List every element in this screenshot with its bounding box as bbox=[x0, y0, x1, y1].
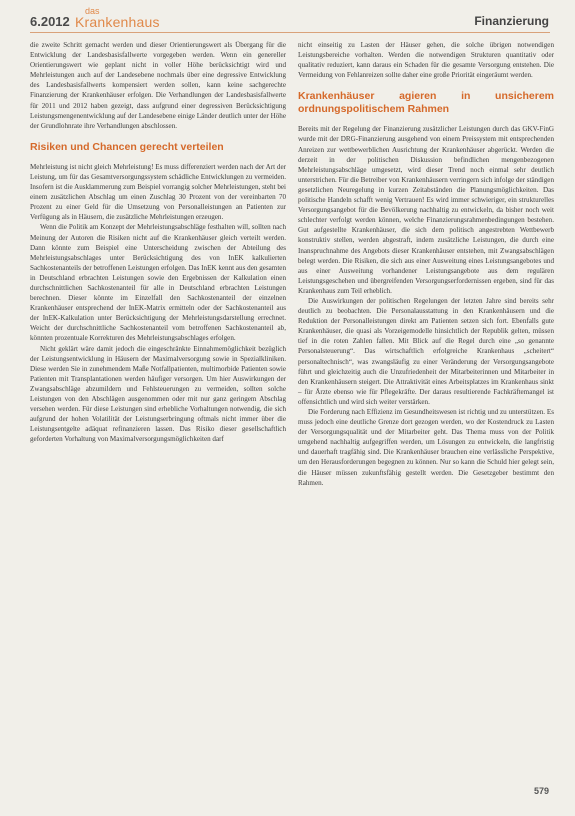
right-column bbox=[298, 40, 554, 488]
left-column bbox=[30, 40, 286, 444]
left-paragraph-4: Nicht geklärt wäre damit jedoch die eingeschränkte Einnahmemöglichkeit bezüglich der Leistungsentwicklung in Häusern der Maximalversorgung sowie in Spezialkliniken. Diese werden Sie in zunehmendem Maße Notfallpatienten, multimorbide Patienten sowie Patienten mit Transplantationen werden häufiger versorgen. Um hier Auswirkungen der Zwangsabschläge abzumildern und Fehlsteuerungen zu vermeiden, sollten solche Leistungen von den Abschlägen ausgenommen oder mit nur ganz geringem Abschlag versehen werden. Für diese Leistungen sind erhebliche Vorhaltungen notwendig, die sich aufgrund der hohen Volatilität der Leistungserbringung oftmals nicht immer über die Leistungsentgelte adäquat refinanzieren lassen. Das Risiko dieser gesellschaftlich geforderten Vorhaltung von Maximalversorgungsmöglichkeiten darf bbox=[30, 344, 286, 444]
journal-logo bbox=[75, 6, 195, 32]
left-paragraph-1: die zweite Schritt gemacht werden und dieser Orientierungswert als Übergang für die Entwicklung der Landesbasisfallwerte vorgegeben werden. Wenn ein genereller Orientierungswert wie geplant nicht in voller Höhe berücksichtigt wird und Mehrleistungen auch auf der Landesebene nochmals über eine degressive Entwicklung des Landesbasisfallwerts kompensiert werden sollen, kann keine sachgerechte Finanzierung der Krankenhäuser erfolgen. Die Verhandlungen der Landesbasisfallwerte für 2011 und 2012 haben gezeigt, dass aufgrund einer degressiven Berücksichtigung Leistungsmengenentwicklung auf der Landesebene einige Länder deutlich unter der Höhe der Grundlohnrate ihre Verhandlungen abschlossen. bbox=[30, 41, 286, 130]
right-paragraph-4: Die Forderung nach Effizienz im Gesundheitswesen ist richtig und zu unterstützen. Es muss jedoch eine deutliche Grenze dort gezogen werden, wo der Kostendruck zu Lasten der Versorgungsqualität und der Mitarbeiter geht. Das Thema muss von der Politik umgehend nachhaltig aufgegriffen werden, um Lösungen zu entwickeln, die langfristig und dauerhaft tragfähig sind. Die Krankenhäuser brauchen eine verlässliche Perspektive, um den Herausforderungen begegnen zu können. Nur so kann die Schuld hier gelegt sein, die Häuser müssen zukunftsfähig gestellt werden. Die Gesetzgeber bestimmt den Rahmen. bbox=[298, 408, 554, 487]
left-paragraph-3: Wenn die Politik am Konzept der Mehrleistungsabschläge festhalten will, sollten nach Meinung der Autoren die Risiken nicht auf die Krankenhäuser gleich verteilt werden. Dann könnte zum Beispiel eine Unterscheidung zwischen der Abteilung des Mehrleistungsabschlages unter Berücksichtigung des von InEK kalkulierten Sachkostenanteils der betroffenen Leistungen erfolgen. Das InEK kennt aus den gesamten in Deutschland erbrachten Leistungen sowie den Ergebnissen der Kalkulation einen durchschnittlichen Sachkostenanteil für alle in Deutschland erbrachten Leistungen berechnen. Dieser könnte im Einzelfall den Sachkostenanteil der einzelnen Krankenhäuser entsprechend der InEK-Matrix ermitteln oder der Sachkostenanteil aus der InEK-Kalkulation unter Berücksichtigung der Mehrleistungsdarstellung errechnet. Weicht der durchschnittliche Sachkostenanteil vom betroffenen Sachkostenanteil ab, könnten prozentuale Korrekturen des Mehrleistungsabschlages erfolgen. bbox=[30, 223, 286, 343]
right-paragraph-1: nicht einseitig zu Lasten der Häuser gehen, die solche übrigen notwendigen Leistungsbereiche vorhalten. Werden die notwendigen Strukturen quantitativ oder qualitativ reduziert, kann daraus ein Schaden für die gesamte Versorgung entstehen. Die Vermeidung von Fehlanreizen sollte daher eine große Priorität eingeräumt werden. bbox=[298, 41, 554, 80]
header-divider bbox=[30, 32, 550, 33]
page-header bbox=[0, 0, 575, 34]
right-subheading: Krankenhäuser agieren in unsicherem ordnungspolitischem Rahmen bbox=[298, 90, 554, 116]
section-title: Finanzierung bbox=[474, 14, 549, 28]
right-paragraph-2: Bereits mit der Regelung der Finanzierung zusätzlicher Leistungen durch das GKV-FinG wurde mit der DRG-Finanzierung ausgehend von einem Preissystem mit entsprechenden Anreizen zur wettbewerblichen Ausrichtung der Krankenhäuser abgerückt. Werden die derzeit in der politischen Diskussion befindlichen mengenbezogenen Mehrleistungsabschläge umgesetzt, wird dieser Trend noch einmal sehr deutlich unterstrichen. Für die Betreiber von Krankenhäusern verringern sich infolge der ständigen gesetzlichen Neuregelung in kurzen Zeitabständen die Planungsmöglichkeiten. Das politische Handeln schafft wenig Vertrauen! Es wird immer schwieriger, ein strukturelles Versorgungsangebot für die Bevölkerung nachhaltig zu entwickeln, da bisher noch weit schlechter verfolgt werden können, welche Finanzierungsrahmenbedingungen bestehen. Gut aufgestellte Krankenhäuser, die sich dem politisch angestrebten Wettbewerb konstruktiv stellen, werden abgestraft, indem zusätzliche Leistungen, die durch eine Inanspruchnahme des Angebots dieser Krankenhäuser entstehen, mit Zwangsabschlägen belegt werden. Die Risiken, die sich aus einer Ausweitung eines Leistungsangebotes und aus einer Ausweitung vorhandener Leistungsangebote aus dem regulären Leistungsgeschehen und übergreifenden Versorgungserfordernissen ergeben, sind für das Krankenhaus zum Teil erheblich. bbox=[298, 125, 554, 295]
left-paragraph-2: Mehrleistung ist nicht gleich Mehrleistung! Es muss differenziert werden nach der Art der Leistung, um für das Gesamtversorgungssystem schädliche Entwicklungen zu vermeiden. Insofern ist die Ausklammerung zum Beispiel vorrangig solcher Mehrleistungen, steht bei einem zusätzlichen Abschlag um einen Zuschlag 30 Prozent von der vereinbarten 70 Prozent zu einer Geld für die Umsetzung von Personalleistungen an Patienten zur Verfügung als in Häusern, die zusätzliche Mehrleistungen erzeugen. bbox=[30, 162, 286, 222]
logo-name-text: Krankenhaus bbox=[75, 14, 160, 30]
page-number: 579 bbox=[533, 786, 549, 796]
logo-small-text: das bbox=[85, 6, 100, 16]
issue-number: 6.2012 bbox=[30, 14, 70, 29]
left-subheading: Risiken und Chancen gerecht verteilen bbox=[30, 140, 224, 153]
right-paragraph-3: Die Auswirkungen der politischen Regelungen der letzten Jahre sind bereits sehr deutlich zu beobachten. Die Personalausstattung in den Krankenhäusern und die Reduktion der Personalleistungen direkt am Patienten setzen sich fort. Ebenfalls gute Krankenhäuser, die quasi als Vorzeigemodelle hinsichtlich der Republik gelten, müssen tief in die roten Zahlen fallen. Mit Blick auf die Regel durch eine „so genannte Personalsteuerung“. Das wirtschaftlich erfolgreiche Krankenhaus „scheitert“ personaltechnisch“, was zwangsläufig zu einer Veränderung der Versorgungsangebote führt und gleichzeitig auch die Unzufriedenheit der Mitarbeiterinnen und Mitarbeiter in den Krankenhäusern steigert. Die Attraktivität eines Arbeitsplatzes im Krankenhaus sinkt – für Ärzte ebenso wie für Pflegekräfte. Der daraus resultierende Fachkräftemangel ist offensichtlich und wird sich weiter verstärken. bbox=[298, 296, 554, 406]
